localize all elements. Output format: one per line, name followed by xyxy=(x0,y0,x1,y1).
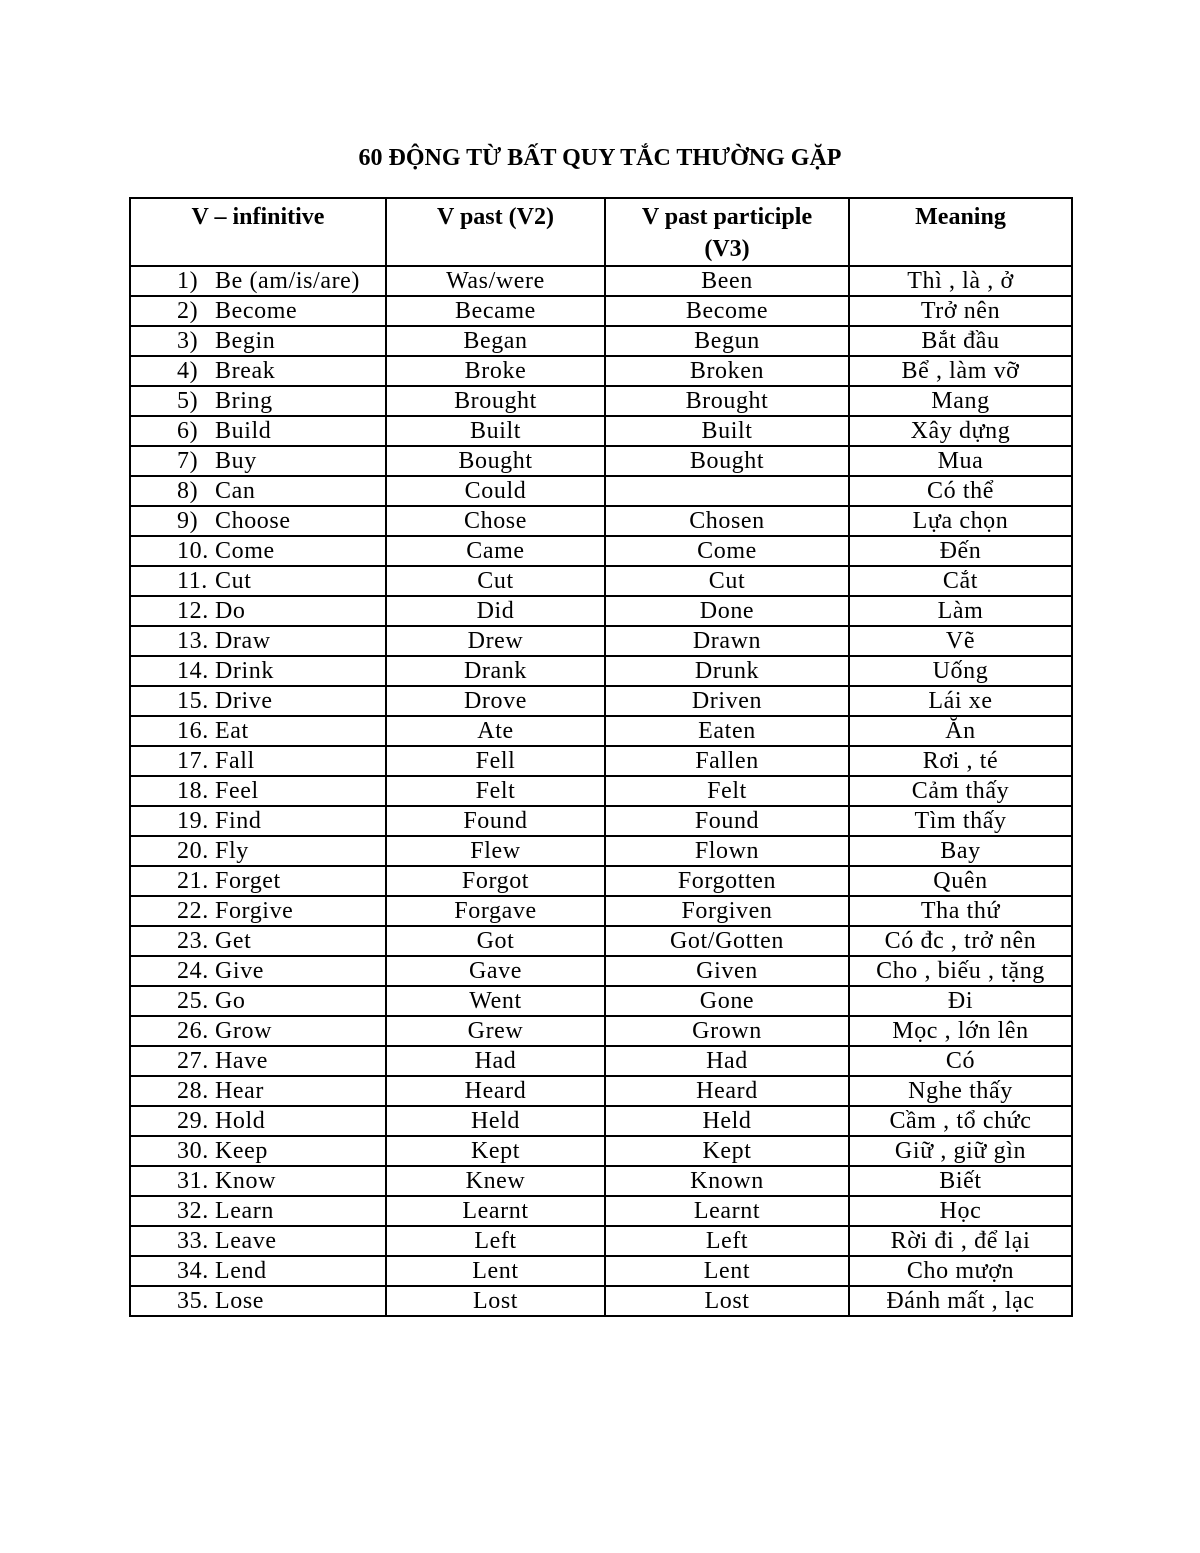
row-number: 19. xyxy=(177,808,209,834)
table-row xyxy=(130,446,1072,476)
row-number: 1) xyxy=(177,268,199,294)
cell-meaning: Có đc , trở nên xyxy=(849,926,1072,956)
table-row xyxy=(130,566,1072,596)
verb-infinitive: Break xyxy=(215,358,276,384)
cell-infinitive xyxy=(130,1166,386,1196)
row-number: 17. xyxy=(177,748,209,774)
cell-past: Drank xyxy=(386,656,605,686)
cell-past: Flew xyxy=(386,836,605,866)
cell-past-participle: Bought xyxy=(605,446,849,476)
header-meaning: Meaning xyxy=(849,198,1072,266)
cell-infinitive xyxy=(130,476,386,506)
table-row xyxy=(130,866,1072,896)
row-number: 21. xyxy=(177,868,209,894)
verb-infinitive: Leave xyxy=(215,1228,277,1254)
cell-past-participle: Lost xyxy=(605,1286,849,1316)
cell-infinitive xyxy=(130,1196,386,1226)
table-row xyxy=(130,806,1072,836)
row-number: 25. xyxy=(177,988,209,1014)
cell-infinitive xyxy=(130,266,386,296)
cell-past: Built xyxy=(386,416,605,446)
cell-past: Learnt xyxy=(386,1196,605,1226)
row-number: 22. xyxy=(177,898,209,924)
verb-infinitive: Do xyxy=(215,598,246,624)
cell-meaning: Cho , biếu , tặng xyxy=(849,956,1072,986)
row-number: 28. xyxy=(177,1078,209,1104)
table-row xyxy=(130,416,1072,446)
table-row xyxy=(130,476,1072,506)
cell-infinitive xyxy=(130,596,386,626)
cell-meaning: Mang xyxy=(849,386,1072,416)
cell-past: Bought xyxy=(386,446,605,476)
verb-infinitive: Lose xyxy=(215,1288,265,1314)
row-number: 32. xyxy=(177,1198,209,1224)
row-number: 2) xyxy=(177,298,199,324)
table-row xyxy=(130,506,1072,536)
table-row xyxy=(130,1166,1072,1196)
cell-infinitive xyxy=(130,926,386,956)
cell-past: Drew xyxy=(386,626,605,656)
cell-past: Did xyxy=(386,596,605,626)
table-row xyxy=(130,1226,1072,1256)
cell-meaning: Đến xyxy=(849,536,1072,566)
row-number: 5) xyxy=(177,388,199,414)
cell-past-participle: Left xyxy=(605,1226,849,1256)
cell-past: Fell xyxy=(386,746,605,776)
verb-infinitive: Be (am/is/are) xyxy=(215,268,361,294)
row-number: 24. xyxy=(177,958,209,984)
cell-infinitive xyxy=(130,986,386,1016)
table-header-row xyxy=(130,198,1072,266)
verb-infinitive: Keep xyxy=(215,1138,269,1164)
verb-infinitive: Fall xyxy=(215,748,255,774)
table-row xyxy=(130,986,1072,1016)
cell-past-participle: Found xyxy=(605,806,849,836)
cell-past: Drove xyxy=(386,686,605,716)
table-row xyxy=(130,536,1072,566)
verb-infinitive: Know xyxy=(215,1168,277,1194)
cell-infinitive xyxy=(130,776,386,806)
irregular-verbs-table xyxy=(129,197,1073,1317)
cell-past-participle: Fallen xyxy=(605,746,849,776)
table-row xyxy=(130,326,1072,356)
cell-past-participle: Felt xyxy=(605,776,849,806)
table-row xyxy=(130,1076,1072,1106)
verb-infinitive: Grow xyxy=(215,1018,273,1044)
cell-infinitive xyxy=(130,1016,386,1046)
cell-past-participle: Forgiven xyxy=(605,896,849,926)
cell-past: Lent xyxy=(386,1256,605,1286)
cell-infinitive xyxy=(130,656,386,686)
cell-past: Came xyxy=(386,536,605,566)
cell-past-participle: Brought xyxy=(605,386,849,416)
verb-infinitive: Choose xyxy=(215,508,291,534)
cell-meaning: Mọc , lớn lên xyxy=(849,1016,1072,1046)
cell-infinitive xyxy=(130,956,386,986)
cell-infinitive xyxy=(130,626,386,656)
cell-past-participle: Chosen xyxy=(605,506,849,536)
cell-past-participle: Known xyxy=(605,1166,849,1196)
verb-infinitive: Can xyxy=(215,478,256,504)
cell-past: Grew xyxy=(386,1016,605,1046)
cell-meaning: Lái xe xyxy=(849,686,1072,716)
header-infinitive: V – infinitive xyxy=(130,198,386,266)
cell-meaning: Xây dựng xyxy=(849,416,1072,446)
cell-meaning: Giữ , giữ gìn xyxy=(849,1136,1072,1166)
verb-infinitive: Find xyxy=(215,808,262,834)
verb-infinitive: Lend xyxy=(215,1258,267,1284)
cell-infinitive xyxy=(130,1076,386,1106)
cell-meaning: Tìm thấy xyxy=(849,806,1072,836)
cell-infinitive xyxy=(130,1256,386,1286)
cell-infinitive xyxy=(130,506,386,536)
cell-meaning: Thì , là , ở xyxy=(849,266,1072,296)
table-row xyxy=(130,1136,1072,1166)
table-row xyxy=(130,1196,1072,1226)
cell-past: Began xyxy=(386,326,605,356)
cell-past-participle: Held xyxy=(605,1106,849,1136)
cell-infinitive xyxy=(130,746,386,776)
cell-infinitive xyxy=(130,896,386,926)
cell-past-participle xyxy=(605,476,849,506)
cell-infinitive xyxy=(130,1226,386,1256)
row-number: 3) xyxy=(177,328,199,354)
cell-infinitive xyxy=(130,806,386,836)
cell-infinitive xyxy=(130,836,386,866)
row-number: 26. xyxy=(177,1018,209,1044)
cell-past-participle: Cut xyxy=(605,566,849,596)
cell-infinitive xyxy=(130,326,386,356)
cell-past-participle: Kept xyxy=(605,1136,849,1166)
cell-infinitive xyxy=(130,536,386,566)
row-number: 10. xyxy=(177,538,209,564)
cell-past: Went xyxy=(386,986,605,1016)
cell-past-participle: Grown xyxy=(605,1016,849,1046)
cell-infinitive xyxy=(130,416,386,446)
verb-infinitive: Forgive xyxy=(215,898,294,924)
cell-meaning: Lựa chọn xyxy=(849,506,1072,536)
cell-past: Gave xyxy=(386,956,605,986)
cell-past-participle: Begun xyxy=(605,326,849,356)
cell-past: Chose xyxy=(386,506,605,536)
cell-meaning: Ăn xyxy=(849,716,1072,746)
table-row xyxy=(130,686,1072,716)
verb-infinitive: Draw xyxy=(215,628,271,654)
cell-past-participle: Done xyxy=(605,596,849,626)
verb-infinitive: Come xyxy=(215,538,275,564)
row-number: 15. xyxy=(177,688,209,714)
header-participle-line2: (V3) xyxy=(704,236,750,262)
verb-infinitive: Begin xyxy=(215,328,276,354)
row-number: 16. xyxy=(177,718,209,744)
cell-meaning: Bể , làm vỡ xyxy=(849,356,1072,386)
verb-infinitive: Bring xyxy=(215,388,273,414)
cell-past: Held xyxy=(386,1106,605,1136)
header-past-participle xyxy=(605,198,849,266)
cell-past-participle: Drunk xyxy=(605,656,849,686)
cell-infinitive xyxy=(130,1136,386,1166)
table-row xyxy=(130,356,1072,386)
cell-meaning: Cảm thấy xyxy=(849,776,1072,806)
cell-meaning: Nghe thấy xyxy=(849,1076,1072,1106)
row-number: 8) xyxy=(177,478,199,504)
verb-infinitive: Buy xyxy=(215,448,257,474)
table-row xyxy=(130,1286,1072,1316)
row-number: 14. xyxy=(177,658,209,684)
cell-past-participle: Heard xyxy=(605,1076,849,1106)
table-row xyxy=(130,746,1072,776)
verb-infinitive: Have xyxy=(215,1048,269,1074)
row-number: 20. xyxy=(177,838,209,864)
cell-meaning: Vẽ xyxy=(849,626,1072,656)
cell-past: Felt xyxy=(386,776,605,806)
table-row xyxy=(130,836,1072,866)
cell-meaning: Trở nên xyxy=(849,296,1072,326)
table-row xyxy=(130,926,1072,956)
page-title: 60 ĐỘNG TỪ BẤT QUY TẮC THƯỜNG GẶP xyxy=(358,145,842,171)
cell-past: Had xyxy=(386,1046,605,1076)
cell-past: Forgave xyxy=(386,896,605,926)
table-row xyxy=(130,716,1072,746)
verb-infinitive: Feel xyxy=(215,778,259,804)
cell-past: Was/were xyxy=(386,266,605,296)
cell-past-participle: Driven xyxy=(605,686,849,716)
row-number: 18. xyxy=(177,778,209,804)
verb-infinitive: Drive xyxy=(215,688,273,714)
row-number: 30. xyxy=(177,1138,209,1164)
cell-past-participle: Come xyxy=(605,536,849,566)
table-row xyxy=(130,896,1072,926)
row-number: 4) xyxy=(177,358,199,384)
cell-past: Brought xyxy=(386,386,605,416)
cell-past: Became xyxy=(386,296,605,326)
cell-past-participle: Gone xyxy=(605,986,849,1016)
cell-meaning: Bắt đầu xyxy=(849,326,1072,356)
table-row xyxy=(130,386,1072,416)
cell-meaning: Uống xyxy=(849,656,1072,686)
table-row xyxy=(130,1256,1072,1286)
row-number: 29. xyxy=(177,1108,209,1134)
cell-past: Got xyxy=(386,926,605,956)
verb-infinitive: Eat xyxy=(215,718,249,744)
header-participle-line1: V past participle xyxy=(641,204,813,230)
cell-past-participle: Had xyxy=(605,1046,849,1076)
cell-meaning: Đi xyxy=(849,986,1072,1016)
row-number: 9) xyxy=(177,508,199,534)
cell-past-participle: Learnt xyxy=(605,1196,849,1226)
verb-infinitive: Build xyxy=(215,418,272,444)
table-row xyxy=(130,1016,1072,1046)
cell-past: Kept xyxy=(386,1136,605,1166)
row-number: 23. xyxy=(177,928,209,954)
cell-meaning: Quên xyxy=(849,866,1072,896)
cell-meaning: Mua xyxy=(849,446,1072,476)
cell-meaning: Bay xyxy=(849,836,1072,866)
row-number: 7) xyxy=(177,448,199,474)
verb-infinitive: Become xyxy=(215,298,298,324)
cell-infinitive xyxy=(130,866,386,896)
cell-meaning: Đánh mất , lạc xyxy=(849,1286,1072,1316)
cell-past-participle: Drawn xyxy=(605,626,849,656)
cell-meaning: Làm xyxy=(849,596,1072,626)
verb-infinitive: Drink xyxy=(215,658,274,684)
cell-infinitive xyxy=(130,1046,386,1076)
cell-past: Knew xyxy=(386,1166,605,1196)
cell-meaning: Cắt xyxy=(849,566,1072,596)
cell-past: Could xyxy=(386,476,605,506)
table-row xyxy=(130,296,1072,326)
cell-past: Left xyxy=(386,1226,605,1256)
cell-infinitive xyxy=(130,566,386,596)
cell-past-participle: Been xyxy=(605,266,849,296)
table-row xyxy=(130,1046,1072,1076)
row-number: 12. xyxy=(177,598,209,624)
table-row xyxy=(130,956,1072,986)
row-number: 31. xyxy=(177,1168,209,1194)
cell-meaning: Rơi , té xyxy=(849,746,1072,776)
cell-infinitive xyxy=(130,296,386,326)
cell-meaning: Biết xyxy=(849,1166,1072,1196)
verb-infinitive: Forget xyxy=(215,868,281,894)
cell-infinitive xyxy=(130,1106,386,1136)
verb-infinitive: Hear xyxy=(215,1078,265,1104)
cell-past-participle: Eaten xyxy=(605,716,849,746)
cell-infinitive xyxy=(130,386,386,416)
cell-infinitive xyxy=(130,446,386,476)
verb-infinitive: Hold xyxy=(215,1108,266,1134)
verb-infinitive: Fly xyxy=(215,838,249,864)
cell-past-participle: Given xyxy=(605,956,849,986)
cell-past-participle: Lent xyxy=(605,1256,849,1286)
row-number: 33. xyxy=(177,1228,209,1254)
cell-infinitive xyxy=(130,716,386,746)
verb-infinitive: Learn xyxy=(215,1198,274,1224)
verb-infinitive: Cut xyxy=(215,568,252,594)
cell-infinitive xyxy=(130,686,386,716)
table-row xyxy=(130,266,1072,296)
table-row xyxy=(130,626,1072,656)
row-number: 11. xyxy=(177,568,208,594)
cell-past: Cut xyxy=(386,566,605,596)
cell-past: Found xyxy=(386,806,605,836)
row-number: 35. xyxy=(177,1288,209,1314)
verb-infinitive: Give xyxy=(215,958,265,984)
table-row xyxy=(130,596,1072,626)
cell-past: Heard xyxy=(386,1076,605,1106)
verb-infinitive: Go xyxy=(215,988,246,1014)
row-number: 34. xyxy=(177,1258,209,1284)
cell-meaning: Tha thứ xyxy=(849,896,1072,926)
cell-meaning: Học xyxy=(849,1196,1072,1226)
row-number: 6) xyxy=(177,418,199,444)
row-number: 13. xyxy=(177,628,209,654)
cell-meaning: Rời đi , để lại xyxy=(849,1226,1072,1256)
cell-past: Ate xyxy=(386,716,605,746)
cell-past-participle: Flown xyxy=(605,836,849,866)
cell-past-participle: Forgotten xyxy=(605,866,849,896)
header-past: V past (V2) xyxy=(386,198,605,266)
cell-past-participle: Broken xyxy=(605,356,849,386)
cell-infinitive xyxy=(130,1286,386,1316)
table-row xyxy=(130,1106,1072,1136)
cell-meaning: Có xyxy=(849,1046,1072,1076)
table-body xyxy=(130,266,1072,1316)
cell-meaning: Cho mượn xyxy=(849,1256,1072,1286)
cell-past-participle: Become xyxy=(605,296,849,326)
verb-infinitive: Get xyxy=(215,928,252,954)
cell-past-participle: Built xyxy=(605,416,849,446)
cell-past: Forgot xyxy=(386,866,605,896)
table-row xyxy=(130,656,1072,686)
cell-past-participle: Got/Gotten xyxy=(605,926,849,956)
cell-meaning: Có thể xyxy=(849,476,1072,506)
table-row xyxy=(130,776,1072,806)
row-number: 27. xyxy=(177,1048,209,1074)
cell-infinitive xyxy=(130,356,386,386)
cell-past: Broke xyxy=(386,356,605,386)
cell-meaning: Cầm , tổ chức xyxy=(849,1106,1072,1136)
cell-past: Lost xyxy=(386,1286,605,1316)
